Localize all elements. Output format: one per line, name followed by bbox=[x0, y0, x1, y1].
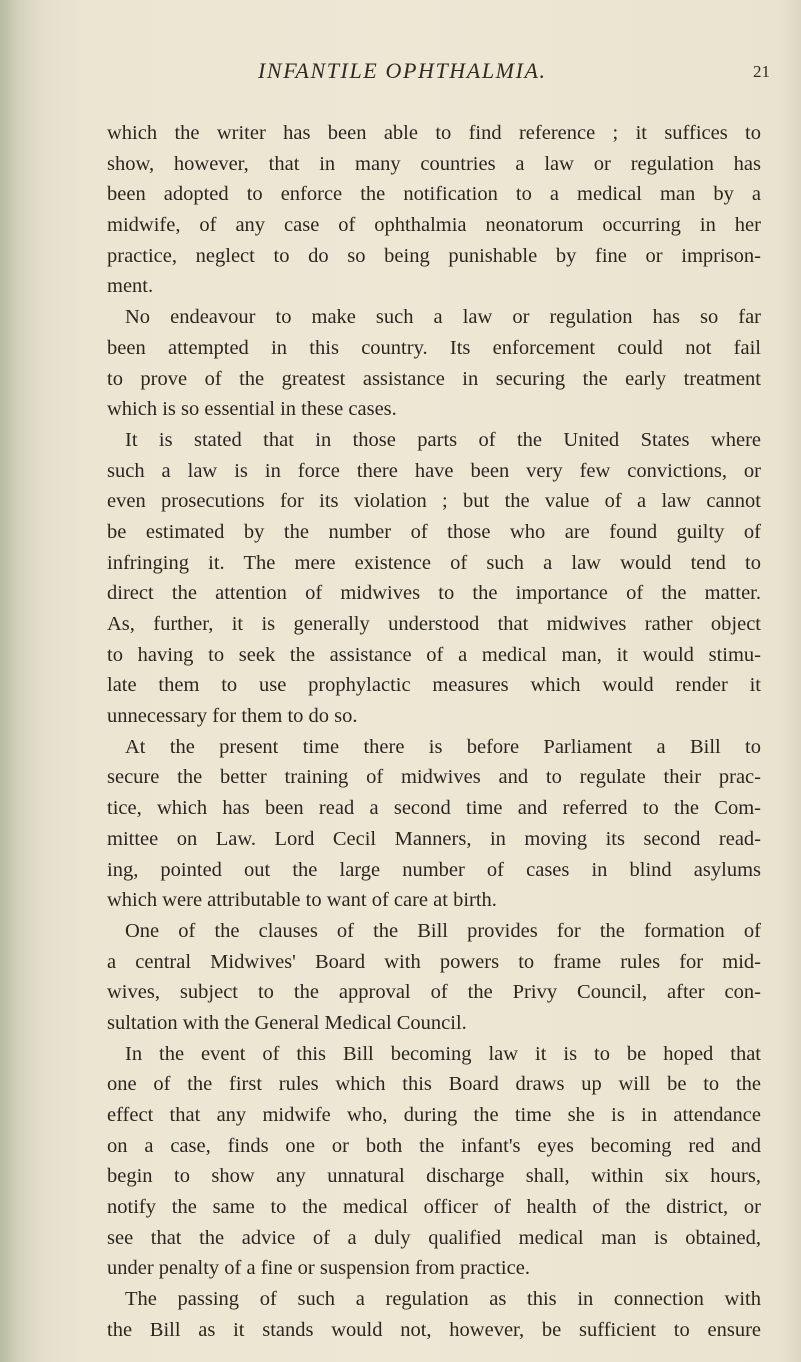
text-line: a central Midwives' Board with powers to frame rules for mid- bbox=[107, 950, 761, 973]
text-line: secure the better training of midwives and to regulate their prac- bbox=[107, 766, 761, 789]
text-line: late them to use prophylactic measures which would render it bbox=[107, 674, 761, 697]
text-line: tice, which has been read a second time and referred to the Com- bbox=[107, 797, 761, 820]
text-line: As, further, it is generally understood that midwives rather object bbox=[107, 613, 761, 635]
text-line: unnecessary for them to do so. bbox=[107, 705, 358, 728]
text-line: which were attributable to want of care at birth. bbox=[107, 889, 497, 912]
text-line: sultation with the General Medical Council. bbox=[107, 1011, 467, 1034]
text-line: to prove of the greatest assistance in securing the early treatment bbox=[107, 367, 761, 390]
text-line: effect that any midwife who, during the time she is in attendance bbox=[107, 1104, 761, 1126]
text-line: which the writer has been able to find reference ; it suffices to bbox=[107, 122, 761, 144]
text-line: begin to show any unnatural discharge shall, within six hours, bbox=[107, 1165, 761, 1188]
text-line: One of the clauses of the Bill provides for the formation of bbox=[125, 919, 761, 942]
text-line: ment. bbox=[107, 275, 154, 298]
running-title: INFANTILE OPHTHALMIA. bbox=[258, 58, 547, 83]
text-line: show, however, that in many countries a law or regulation has bbox=[107, 152, 761, 175]
text-line: on a case, finds one or both the infant's eyes becoming red and bbox=[107, 1134, 761, 1157]
text-line: mittee on Law. Lord Cecil Manners, in moving its second read- bbox=[107, 827, 761, 850]
text-line: been attempted in this country. Its enforcement could not fail bbox=[107, 336, 761, 359]
text-line: practice, neglect to do so being punishable by fine or imprison- bbox=[107, 244, 761, 267]
text-line: notify the same to the medical officer of health of the district, or bbox=[107, 1196, 761, 1219]
text-line: which is so essential in these cases. bbox=[107, 398, 397, 421]
text-line: It is stated that in those parts of the United States where bbox=[125, 428, 761, 451]
text-line: one of the first rules which this Board draws up will be to the bbox=[107, 1073, 761, 1096]
body-text bbox=[107, 118, 761, 1346]
text-line: wives, subject to the approval of the Privy Council, after con- bbox=[107, 981, 761, 1004]
text-line: No endeavour to make such a law or regulation has so far bbox=[125, 306, 761, 329]
text-line: such a law is in force there have been very few convictions, or bbox=[107, 459, 761, 482]
page-number: 21 bbox=[753, 62, 770, 81]
text-line: In the event of this Bill becoming law it is to be hoped that bbox=[125, 1042, 761, 1065]
text-line: ing, pointed out the large number of cases in blind asylums bbox=[107, 858, 761, 881]
text-line: At the present time there is before Parliament a Bill to bbox=[125, 735, 761, 758]
text-line: the Bill as it stands would not, however, be sufficient to ensure bbox=[107, 1318, 761, 1341]
text-line: been adopted to enforce the notification to a medical man by a bbox=[107, 183, 761, 206]
text-line: midwife, of any case of ophthalmia neonatorum occurring in her bbox=[107, 214, 761, 237]
text-line: The passing of such a regulation as this in connection with bbox=[125, 1288, 761, 1311]
text-line: direct the attention of midwives to the importance of the matter. bbox=[107, 582, 761, 605]
text-line: be estimated by the number of those who are found guilty of bbox=[107, 520, 761, 543]
text-line: infringing it. The mere existence of such a law would tend to bbox=[107, 551, 761, 574]
running-head bbox=[0, 58, 801, 90]
text-line: to having to seek the assistance of a medical man, it would stimu- bbox=[107, 643, 761, 666]
binding-shadow bbox=[0, 0, 45, 1362]
text-line: even prosecutions for its violation ; but the value of a law cannot bbox=[107, 490, 761, 513]
text-line: under penalty of a fine or suspension from practice. bbox=[107, 1257, 530, 1280]
text-line: see that the advice of a duly qualified medical man is obtained, bbox=[107, 1226, 761, 1249]
